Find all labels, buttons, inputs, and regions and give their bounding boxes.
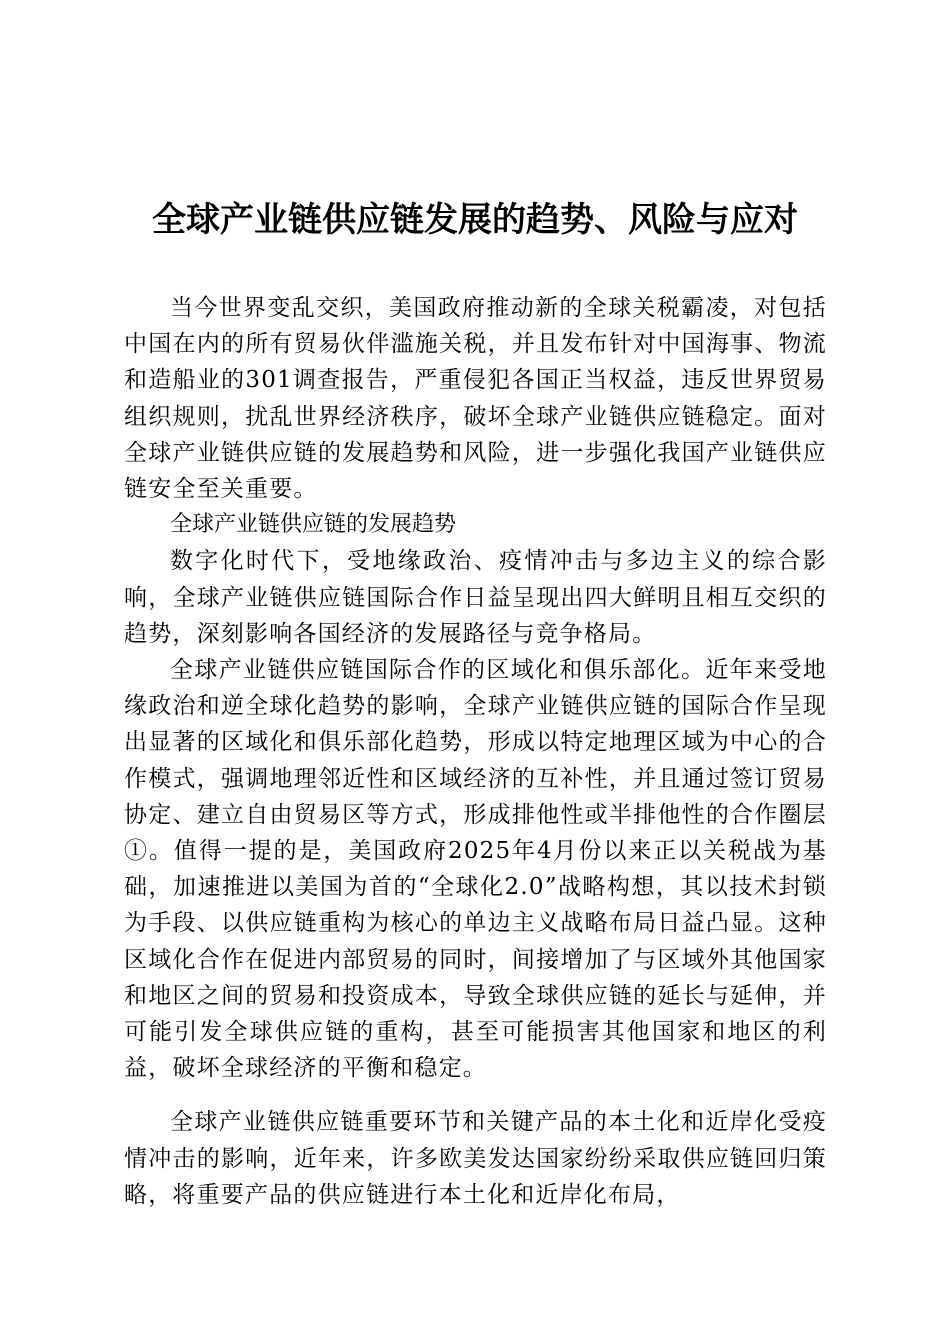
section-paragraph-3: 全球产业链供应链重要环节和关键产品的本土化和近岸化受疫情冲击的影响，近年来，许多欧美发达国家纷纷采取供应链回归策略，将重要产品的供应链进行本土化和近岸化布局， <box>124 1109 827 1208</box>
intro-paragraph: 当今世界变乱交织，美国政府推动新的全球关税霸凌，对包括中国在内的所有贸易伙伴滥施关税，并且发布针对中国海事、物流和造船业的301调查报告，严重侵犯各国正当权益，违反世界贸易组织规则，扰乱世界经济秩序，破坏全球产业链供应链稳定。面对全球产业链供应链的发展趋势和风险，进一步强化我国产业链供应链安全至关重要。 <box>124 295 827 503</box>
section-paragraph-2: 全球产业链供应链国际合作的区域化和俱乐部化。近年来受地缘政治和逆全球化趋势的影响，全球产业链供应链的国际合作呈现出显著的区域化和俱乐部化趋势，形成以特定地理区域为中心的合作模式，强调地理邻近性和区域经济的互补性，并且通过签订贸易协定、建立自由贸易区等方式，形成排他性或半排他性的合作圈层①。值得一提的是，美国政府2025年4月份以来正以关税战为基础，加速推进以美国为首的“全球化2.0”战略构想，其以技术封锁为手段、以供应链重构为核心的单边主义战略布局日益凸显。这种区域化合作在促进内部贸易的同时，间接增加了与区域外其他国家和地区之间的贸易和投资成本，导致全球供应链的延长与延伸，并可能引发全球供应链的重构，甚至可能损害其他国家和地区的利益，破坏全球经济的平衡和稳定。 <box>124 657 827 1082</box>
section-paragraph-1: 数字化时代下，受地缘政治、疫情冲击与多边主义的综合影响，全球产业链供应链国际合作日益呈现出四大鲜明且相互交织的趋势，深刻影响各国经济的发展路径与竞争格局。 <box>124 548 827 647</box>
document-title: 全球产业链供应链发展的趋势、风险与应对 <box>152 200 798 240</box>
section-heading: 全球产业链供应链的发展趋势 <box>170 512 457 538</box>
document-body <box>124 290 827 1213</box>
